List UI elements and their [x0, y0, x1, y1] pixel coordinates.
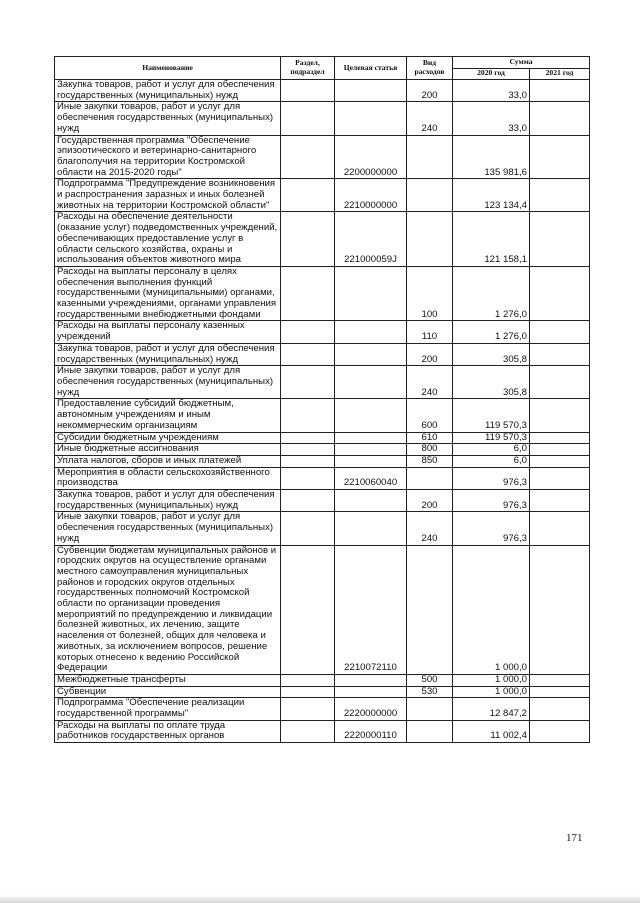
table-row	[55, 135, 590, 179]
cell-sum-2021	[530, 512, 590, 545]
cell-sum-2020: 1 276,0	[453, 266, 530, 321]
cell-sum-2020: 6,0	[453, 455, 530, 467]
table-row	[55, 343, 590, 365]
cell-name: Закупка товаров, работ и услуг для обеспечения государственных (муниципальных) нужд	[55, 490, 281, 512]
table-row	[55, 512, 590, 545]
header-row	[55, 57, 590, 69]
cell-sum-2021	[530, 102, 590, 135]
cell-sum-2021	[530, 212, 590, 267]
cell-target	[335, 321, 407, 343]
table-row	[55, 212, 590, 267]
table-row	[55, 366, 590, 399]
cell-section	[281, 80, 335, 102]
cell-target	[335, 80, 407, 102]
cell-sum-2020: 976,3	[453, 512, 530, 545]
cell-type: 500	[407, 674, 453, 686]
cell-target: 2210072110	[335, 545, 407, 674]
cell-target	[335, 455, 407, 467]
cell-name: Субвенции	[55, 686, 281, 698]
header-year-2020: 2020 год	[453, 68, 530, 80]
cell-name: Мероприятия в области сельскохозяйственного производства	[55, 467, 281, 489]
cell-sum-2021	[530, 467, 590, 489]
table-body	[55, 80, 590, 743]
cell-sum-2021	[530, 490, 590, 512]
cell-section	[281, 102, 335, 135]
cell-name: Субвенции бюджетам муниципальных районов и городских округов на осуществление органами местного самоуправления муниципальных районов и городских округов отдельных государственных полномочий Костромской области по организации проведения мероприятий по предупреждению и ликвидации болезней животных, их лечению, защите населения от болезней, общих для человека и животных, за исключением вопросов, решение которых отнесено к ведению Российской Федерации	[55, 545, 281, 674]
table-row	[55, 432, 590, 444]
cell-sum-2021	[530, 720, 590, 742]
scan-edge	[0, 895, 640, 903]
table-row	[55, 80, 590, 102]
cell-name: Государственная программа "Обеспечение эпизоотического и ветеринарно-санитарного благополучия на территории Костромской области на 2015-2020 годы"	[55, 135, 281, 179]
cell-sum-2021	[530, 179, 590, 212]
cell-section	[281, 674, 335, 686]
cell-section	[281, 490, 335, 512]
cell-section	[281, 467, 335, 489]
cell-type: 850	[407, 455, 453, 467]
cell-type: 110	[407, 321, 453, 343]
table-row	[55, 490, 590, 512]
cell-name: Расходы на обеспечение деятельности (оказание услуг) подведомственных учреждений, обеспечивающих предоставление услуг в области сельского хозяйства, охраны и использования объектов животного мира	[55, 212, 281, 267]
cell-name: Расходы на выплаты персоналу казенных учреждений	[55, 321, 281, 343]
cell-sum-2020: 976,3	[453, 490, 530, 512]
cell-section	[281, 512, 335, 545]
cell-type	[407, 698, 453, 720]
cell-sum-2021	[530, 432, 590, 444]
cell-name: Иные закупки товаров, работ и услуг для обеспечения государственных (муниципальных) нужд	[55, 366, 281, 399]
cell-target: 2220000000	[335, 698, 407, 720]
cell-section	[281, 366, 335, 399]
header-sum: Сумма	[453, 57, 590, 69]
cell-section	[281, 399, 335, 432]
cell-target: 221000059J	[335, 212, 407, 267]
cell-target	[335, 266, 407, 321]
cell-target	[335, 686, 407, 698]
cell-sum-2020: 135 981,6	[453, 135, 530, 179]
cell-name: Закупка товаров, работ и услуг для обеспечения государственных (муниципальных) нужд	[55, 80, 281, 102]
cell-section	[281, 321, 335, 343]
cell-target	[335, 102, 407, 135]
cell-target	[335, 343, 407, 365]
cell-type	[407, 545, 453, 674]
table-row	[55, 444, 590, 456]
cell-sum-2020: 1 000,0	[453, 545, 530, 674]
table-row	[55, 467, 590, 489]
cell-type	[407, 720, 453, 742]
cell-type: 200	[407, 343, 453, 365]
table-row	[55, 686, 590, 698]
cell-target	[335, 674, 407, 686]
cell-type: 240	[407, 102, 453, 135]
cell-sum-2021	[530, 674, 590, 686]
cell-section	[281, 545, 335, 674]
cell-sum-2020: 1 000,0	[453, 674, 530, 686]
cell-type: 530	[407, 686, 453, 698]
cell-section	[281, 455, 335, 467]
cell-sum-2021	[530, 321, 590, 343]
cell-sum-2020: 305,8	[453, 366, 530, 399]
cell-name: Межбюджетные трансферты	[55, 674, 281, 686]
cell-name: Иные бюджетные ассигнования	[55, 444, 281, 456]
cell-type	[407, 179, 453, 212]
cell-section	[281, 212, 335, 267]
table-row	[55, 720, 590, 742]
cell-sum-2020: 121 158,1	[453, 212, 530, 267]
cell-name: Подпрограмма "Предупреждение возникновения и распространения заразных и иных болезней животных на территории Костромской области"	[55, 179, 281, 212]
table-row	[55, 399, 590, 432]
cell-type: 200	[407, 490, 453, 512]
header-target: Целевая статья	[335, 57, 407, 80]
cell-name: Иные закупки товаров, работ и услуг для обеспечения государственных (муниципальных) нужд	[55, 512, 281, 545]
cell-sum-2020: 119 570,3	[453, 432, 530, 444]
cell-type: 800	[407, 444, 453, 456]
cell-sum-2021	[530, 455, 590, 467]
cell-sum-2020: 119 570,3	[453, 399, 530, 432]
cell-sum-2021	[530, 343, 590, 365]
cell-sum-2020: 6,0	[453, 444, 530, 456]
table-row	[55, 321, 590, 343]
cell-section	[281, 686, 335, 698]
cell-section	[281, 179, 335, 212]
cell-type: 100	[407, 266, 453, 321]
cell-name: Расходы на выплаты персоналу в целях обеспечения выполнения функций государственными (муниципальными) органами, казенными учреждениями, органами управления государственными внебюджетными фондами	[55, 266, 281, 321]
cell-target: 2210000000	[335, 179, 407, 212]
cell-sum-2020: 123 134,4	[453, 179, 530, 212]
cell-sum-2021	[530, 135, 590, 179]
cell-sum-2020: 1 000,0	[453, 686, 530, 698]
header-section: Раздел, подраздел	[281, 57, 335, 80]
cell-name: Расходы на выплаты по оплате труда работников государственных органов	[55, 720, 281, 742]
page-number: 171	[566, 832, 583, 844]
cell-section	[281, 444, 335, 456]
cell-sum-2020: 305,8	[453, 343, 530, 365]
cell-type	[407, 467, 453, 489]
cell-sum-2021	[530, 399, 590, 432]
cell-sum-2021	[530, 80, 590, 102]
cell-name: Иные закупки товаров, работ и услуг для обеспечения государственных (муниципальных) нужд	[55, 102, 281, 135]
header-name: Наименование	[55, 57, 281, 80]
cell-section	[281, 343, 335, 365]
cell-sum-2021	[530, 366, 590, 399]
cell-section	[281, 432, 335, 444]
cell-target: 2200000000	[335, 135, 407, 179]
cell-section	[281, 135, 335, 179]
cell-sum-2021	[530, 444, 590, 456]
cell-sum-2021	[530, 698, 590, 720]
cell-type: 240	[407, 512, 453, 545]
cell-name: Предоставление субсидий бюджетным, автономным учреждениям и иным некоммерческим организациям	[55, 399, 281, 432]
cell-section	[281, 698, 335, 720]
cell-target	[335, 399, 407, 432]
table-row	[55, 455, 590, 467]
budget-table	[54, 56, 590, 743]
cell-sum-2021	[530, 545, 590, 674]
header-type: Вид расходов	[407, 57, 453, 80]
table-row	[55, 674, 590, 686]
cell-target: 2210060040	[335, 467, 407, 489]
cell-section	[281, 720, 335, 742]
cell-sum-2020: 33,0	[453, 80, 530, 102]
table-row	[55, 266, 590, 321]
cell-type: 610	[407, 432, 453, 444]
cell-type	[407, 135, 453, 179]
cell-sum-2020: 1 276,0	[453, 321, 530, 343]
cell-name: Уплата налогов, сборов и иных платежей	[55, 455, 281, 467]
cell-target	[335, 444, 407, 456]
table-row	[55, 545, 590, 674]
cell-type: 240	[407, 366, 453, 399]
table-row	[55, 179, 590, 212]
cell-target	[335, 512, 407, 545]
cell-sum-2020: 33,0	[453, 102, 530, 135]
cell-sum-2020: 11 002,4	[453, 720, 530, 742]
table-row	[55, 102, 590, 135]
cell-name: Закупка товаров, работ и услуг для обеспечения государственных (муниципальных) нужд	[55, 343, 281, 365]
cell-name: Субсидии бюджетным учреждениям	[55, 432, 281, 444]
table-row	[55, 698, 590, 720]
cell-sum-2020: 12 847,2	[453, 698, 530, 720]
cell-type: 200	[407, 80, 453, 102]
cell-type: 600	[407, 399, 453, 432]
cell-name: Подпрограмма "Обеспечение реализации государственной программы"	[55, 698, 281, 720]
cell-target	[335, 432, 407, 444]
cell-target	[335, 366, 407, 399]
cell-sum-2021	[530, 266, 590, 321]
cell-sum-2020: 976,3	[453, 467, 530, 489]
header-year-2021: 2021 год	[530, 68, 590, 80]
cell-target	[335, 490, 407, 512]
cell-type	[407, 212, 453, 267]
cell-sum-2021	[530, 686, 590, 698]
cell-section	[281, 266, 335, 321]
cell-target: 2220000110	[335, 720, 407, 742]
